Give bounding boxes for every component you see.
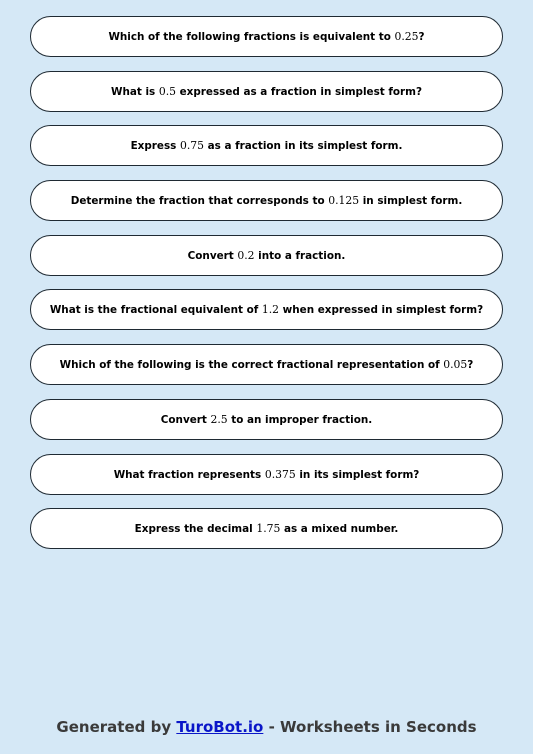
question-card [30, 454, 503, 495]
question-text-pre: What is the fractional equivalent of [49, 304, 262, 317]
question-card [30, 289, 503, 330]
question-text-post: when expressed in simplest form? [279, 304, 484, 317]
question-decimal: 0.05 [443, 358, 468, 372]
question-card [30, 71, 503, 112]
question-text [60, 358, 474, 371]
question-list [30, 16, 503, 563]
question-text-pre: Express [130, 140, 180, 153]
question-decimal: 0.375 [264, 467, 296, 481]
question-card [30, 180, 503, 221]
question-decimal: 0.75 [179, 139, 205, 153]
question-card [30, 344, 503, 385]
question-decimal: 1.2 [261, 303, 280, 317]
question-text-post: ? [467, 359, 474, 372]
question-decimal: 0.5 [158, 84, 176, 98]
question-text-pre: Convert [187, 249, 238, 262]
footer-suffix: - Worksheets in Seconds [263, 718, 477, 736]
question-text [161, 413, 372, 426]
question-decimal: 0.25 [394, 30, 419, 43]
question-decimal: 1.75 [256, 522, 281, 536]
question-card [30, 508, 503, 549]
question-card [30, 399, 503, 440]
question-text [135, 522, 399, 535]
turobot-link[interactable]: TuroBot.io [176, 718, 264, 736]
question-text-pre: Convert [160, 413, 211, 426]
question-text [50, 303, 483, 316]
question-text-pre: Express the decimal [134, 523, 257, 536]
question-card [30, 235, 503, 276]
question-text-post: as a mixed number. [280, 523, 399, 536]
question-text-post: ? [418, 31, 425, 43]
question-text-post: as a fraction in its simplest form. [204, 140, 403, 153]
question-text-pre: What fraction represents [113, 468, 265, 481]
question-card [30, 16, 503, 57]
footer-credit [0, 718, 533, 736]
question-card [30, 125, 503, 166]
question-decimal: 0.2 [237, 248, 255, 262]
question-text-post: in simplest form. [359, 195, 463, 208]
question-text [188, 249, 346, 262]
question-text-post: into a fraction. [254, 249, 346, 262]
question-text [131, 139, 403, 152]
question-text-pre: What is [111, 85, 159, 98]
question-text-pre: Which of the following is the correct fractional representation of [59, 359, 444, 372]
question-decimal: 0.125 [328, 194, 360, 208]
question-text [108, 30, 424, 43]
question-decimal: 2.5 [210, 412, 228, 426]
footer-prefix: Generated by [56, 718, 177, 736]
question-text-post: to an improper fraction. [227, 413, 373, 426]
question-text-pre: Which of the following fractions is equivalent to [108, 31, 395, 43]
question-text [114, 468, 420, 481]
question-text-post: in its simplest form? [295, 468, 420, 481]
question-text [71, 194, 463, 207]
question-text-post: expressed as a fraction in simplest form? [176, 85, 422, 98]
question-text-pre: Determine the fraction that corresponds to [70, 195, 329, 208]
question-text [111, 85, 422, 98]
